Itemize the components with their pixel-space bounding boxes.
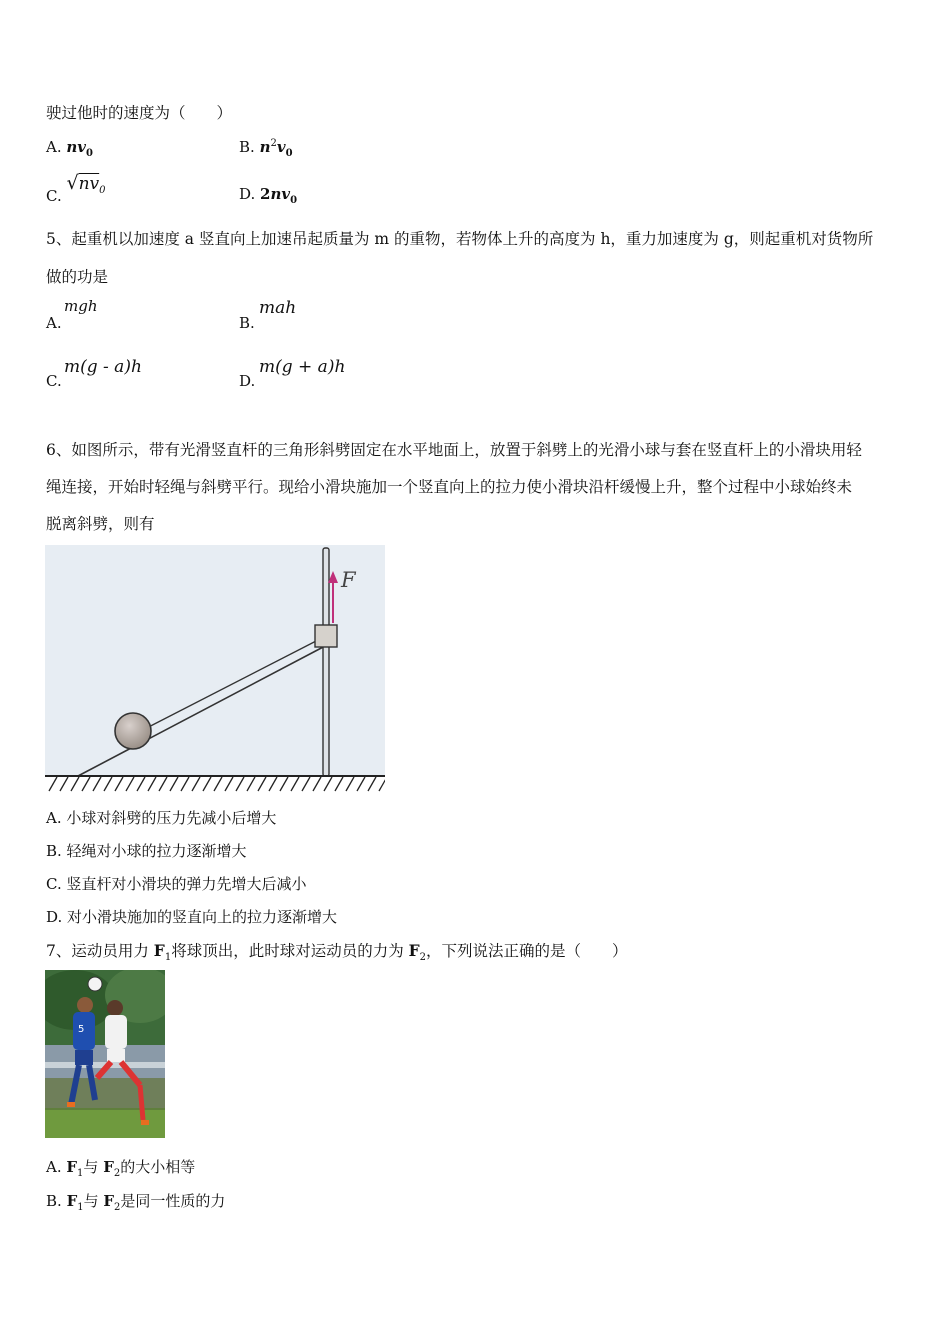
hatch-mark [126, 777, 134, 791]
option-label: C. [46, 187, 62, 205]
hatch-mark [214, 777, 222, 791]
subscript: 2 [114, 1202, 121, 1213]
hatch-mark [236, 777, 244, 791]
hatch-mark [247, 777, 255, 791]
hatch-mark [192, 777, 200, 791]
option-label: B. [46, 1192, 67, 1210]
q5-stem [46, 220, 906, 296]
q6-option-b[interactable]: B. 轻绳对小球的拉力逐渐增大 [46, 842, 247, 860]
q5-option-b-label[interactable]: B. [239, 314, 255, 332]
ground-hatching [49, 777, 385, 791]
q6-figure [45, 545, 385, 795]
q7-text-post: ，下列说法正确的是（ ） [426, 942, 628, 960]
option-label: B. [239, 138, 255, 156]
q7-option-b[interactable] [46, 1190, 225, 1213]
q7-f2: F [408, 941, 420, 960]
hatch-mark [71, 777, 79, 791]
hatch-mark [60, 777, 68, 791]
q4-option-a[interactable] [46, 138, 93, 159]
q6-option-a[interactable]: A. 小球对斜劈的压力先减小后增大 [46, 809, 277, 827]
option-f1: F [66, 1192, 78, 1210]
subscript: 0 [285, 148, 293, 159]
q6-line-3: 脱离斜劈，则有 [46, 515, 155, 533]
hatch-mark [159, 777, 167, 791]
hatch-mark [335, 777, 343, 791]
subscript: 1 [77, 1202, 84, 1213]
option-coef: 2 [260, 185, 271, 203]
hatch-mark [313, 777, 321, 791]
hatch-mark [357, 777, 365, 791]
option-expr: nv [66, 138, 87, 156]
hatch-mark [379, 777, 385, 791]
option-expr: nv [270, 185, 291, 203]
hatch-mark [115, 777, 123, 791]
q5-line-1: 5、起重机以加速度 a 竖直向上加速吊起质量为 m 的重物，若物体上升的高度为 h，重力加速度为 g，则起重机对货物所 [46, 230, 874, 248]
q5-line-2: 做的功是 [46, 268, 109, 286]
q6-option-d[interactable]: D. 对小滑块施加的竖直向上的拉力逐渐增大 [46, 908, 338, 926]
subscript: 0 [99, 185, 106, 196]
hatch-mark [104, 777, 112, 791]
hatch-mark [203, 777, 211, 791]
q7-option-a[interactable] [46, 1156, 195, 1179]
option-expr-v: v [276, 138, 286, 156]
q5-option-d-expr: m(g + a)h [259, 357, 346, 377]
ball [115, 713, 151, 749]
q5-option-c-expr: m(g - a)h [64, 357, 142, 377]
subscript: 2 [419, 952, 427, 964]
subscript: 0 [86, 148, 93, 159]
q7-f1: F [153, 941, 165, 960]
hatch-mark [170, 777, 178, 791]
hatch-mark [82, 777, 90, 791]
subscript: 1 [164, 952, 172, 964]
subscript: 0 [290, 195, 298, 206]
hatch-mark [148, 777, 156, 791]
option-f2: F [103, 1158, 114, 1176]
option-text: 的大小相等 [120, 1158, 196, 1176]
slider-block [315, 625, 337, 647]
option-f1: F [66, 1158, 78, 1176]
hatch-mark [324, 777, 332, 791]
superscript: 2 [270, 138, 277, 149]
q7-stem [46, 939, 628, 963]
q6-line-1: 6、如图所示，带有光滑竖直杆的三角形斜劈固定在水平地面上，放置于斜劈上的光滑小球与套在竖直杆上的小滑块用轻 [46, 441, 862, 459]
hatch-mark [181, 777, 189, 791]
hatch-mark [346, 777, 354, 791]
option-expr-n: n [259, 138, 271, 156]
vertical-rod [323, 548, 329, 776]
q5-option-a-expr: mgh [64, 297, 98, 315]
q6-stem [46, 432, 906, 543]
q4-option-d[interactable] [239, 185, 297, 206]
hatch-mark [93, 777, 101, 791]
jersey-number: 5 [78, 1024, 85, 1035]
q7-photo [45, 970, 165, 1138]
q7-text-pre: 7、运动员用力 [46, 942, 154, 960]
force-label: F [341, 568, 356, 592]
soccer-header-photo [45, 970, 165, 1138]
q5-option-c-label[interactable]: C. [46, 372, 62, 390]
hatch-mark [280, 777, 288, 791]
hatch-mark [137, 777, 145, 791]
sqrt-icon: √ [66, 172, 79, 194]
q6-option-c[interactable]: C. 竖直杆对小滑块的弹力先增大后减小 [46, 875, 307, 893]
option-f2: F [103, 1192, 115, 1210]
option-expr: nv [78, 174, 100, 194]
q5-option-d-label[interactable]: D. [239, 372, 256, 390]
q4-stem-tail: 驶过他时的速度为（ ） [46, 104, 233, 122]
option-label: D. [239, 185, 256, 203]
option-text: 是同一性质的力 [120, 1192, 226, 1210]
hatch-mark [225, 777, 233, 791]
hatch-mark [302, 777, 310, 791]
q6-line-2: 绳连接，开始时轻绳与斜劈平行。现给小滑块施加一个竖直向上的拉力使小滑块沿杆缓慢上升，整个过程中小球始终未 [46, 478, 853, 496]
hatch-mark [49, 777, 57, 791]
subscript: 1 [77, 1168, 84, 1179]
option-text: 与 [83, 1192, 104, 1210]
subscript: 2 [113, 1168, 121, 1179]
q4-option-c[interactable] [46, 172, 106, 205]
hatch-mark [269, 777, 277, 791]
option-label: A. [46, 138, 62, 156]
q5-option-a-label[interactable]: A. [46, 314, 62, 332]
q7-text-mid: 将球顶出，此时球对运动员的力为 [171, 942, 409, 960]
q4-option-b[interactable] [239, 138, 293, 159]
incline-diagram [45, 545, 385, 795]
hatch-mark [368, 777, 376, 791]
q5-option-b-expr: mah [259, 298, 297, 318]
hatch-mark [291, 777, 299, 791]
option-text: 与 [83, 1158, 104, 1176]
hatch-mark [258, 777, 266, 791]
option-label: A. [46, 1158, 67, 1176]
